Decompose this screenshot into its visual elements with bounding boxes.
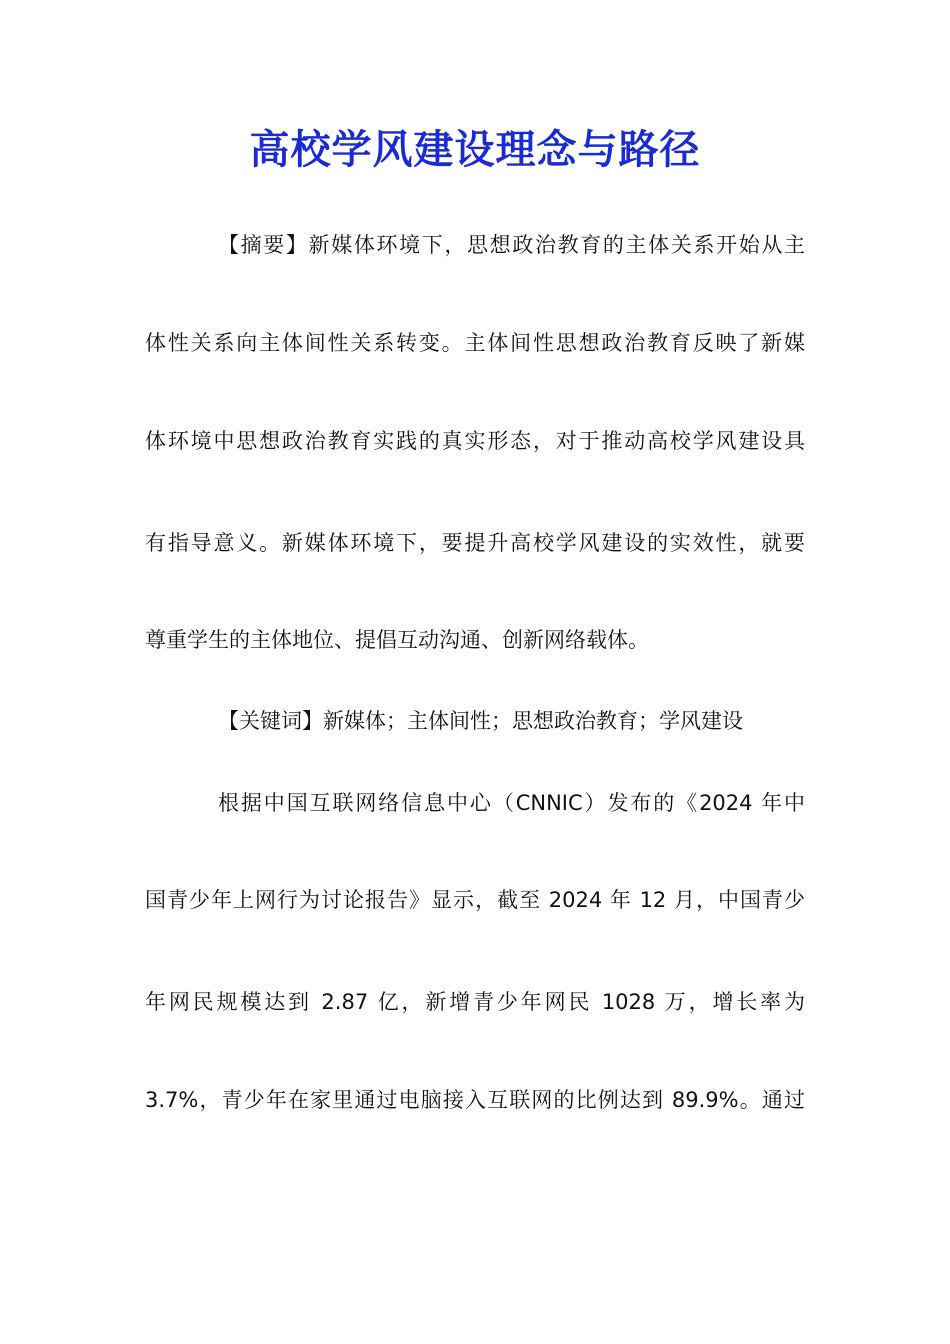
abstract-line-5: 尊重学生的主体地位、提倡互动沟通、创新网络载体。 bbox=[145, 628, 649, 652]
keywords-line: 【关键词】新媒体；主体间性；思想政治教育；学风建设 bbox=[218, 709, 743, 733]
body-line-2: 国青少年上网行为讨论报告》显示，截至 2024 年 12 月，中国青少 bbox=[145, 888, 805, 912]
abstract-line-4: 有指导意义。新媒体环境下，要提升高校学风建设的实效性，就要 bbox=[145, 531, 805, 555]
document-title: 高校学风建设理念与路径 bbox=[249, 126, 701, 173]
abstract-line-3: 体环境中思想政治教育实践的真实形态，对于推动高校学风建设具 bbox=[145, 429, 805, 453]
body-line-1: 根据中国互联网络信息中心（CNNIC）发布的《2024 年中 bbox=[218, 791, 805, 815]
body-line-4: 3.7%，青少年在家里通过电脑接入互联网的比例达到 89.9%。通过 bbox=[145, 1088, 805, 1112]
abstract-line-1: 【摘要】新媒体环境下，思想政治教育的主体关系开始从主 bbox=[218, 233, 805, 257]
abstract-line-2: 体性关系向主体间性关系转变。主体间性思想政治教育反映了新媒 bbox=[145, 331, 805, 355]
body-line-3: 年网民规模达到 2.87 亿，新增青少年网民 1028 万，增长率为 bbox=[145, 990, 805, 1014]
